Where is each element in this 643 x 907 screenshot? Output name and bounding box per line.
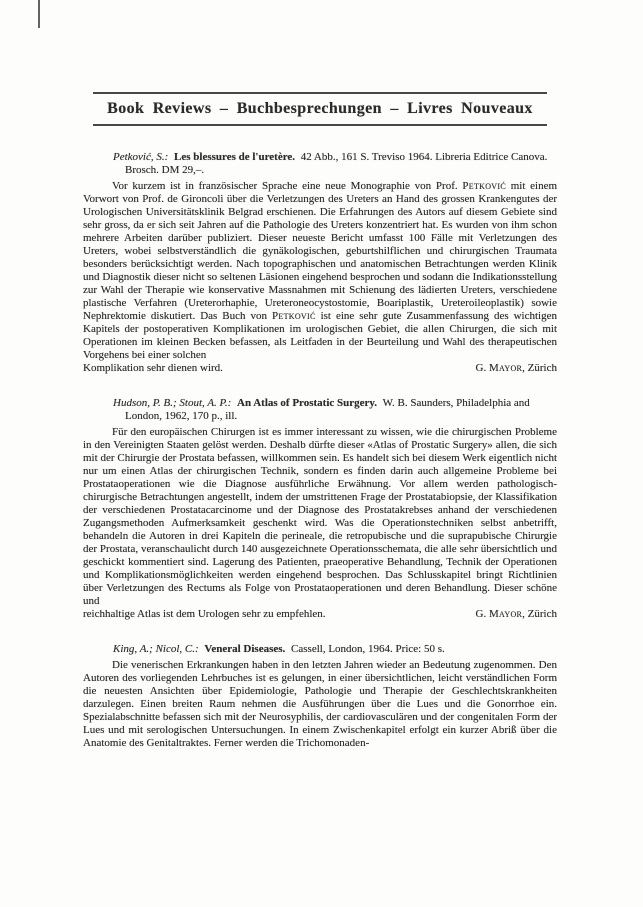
review-book-title: An Atlas of Prostatic Surgery.: [237, 397, 378, 409]
text-run: mit einem Vorwort von Prof. de Gironcoli über die Verletzungen des Ureters an Hand des grossen Krankengutes der Urologischen Universitätsklinik Belgrad erschienen. Die Erfahrungen des Autors auf diesem Gebiete sind sehr gross, da er sich seit Jahren auf die Pathologie des Ureters konzentriert hat. Es wurden von ihm schon mehrere Arbeiten darüber publiziert. Dieser neueste Bericht umfasst 100 Fälle mit Verletzungen des Ureters, wobei selbstverständlich die gynäkologischen, geburtshilflichen und chirurgischen Traumata besonders berücksichtigt werden. Nach topographischen und anatomischen Betrachtungen werden Klinik und Diagnostik dieser nicht so seltenen Läsionen eingehend besprochen und sodann die Indikationsstellung zur Wahl der Therapie wie konservative Massnahmen mit Schienung des lädierten Ureters, verschiedene plastische Verfahren (Ureterorhaphie, Ureteroneocystostomie, Boariplastik, Ureteroileoplastik) sowie Nephrektomie diskutiert. Das Buch von: [83, 180, 558, 322]
page-title: Book Reviews – Buchbesprechungen – Livres Nouveaux: [107, 100, 533, 117]
review-closing-row: [83, 608, 557, 621]
review-book-title: Veneral Diseases.: [204, 643, 286, 655]
text-run: , Zürich: [522, 608, 557, 620]
text-run: G.: [475, 362, 489, 374]
reviewer-signature: [476, 608, 558, 621]
smallcaps-name: Mayor: [488, 608, 523, 620]
text-run: , Zürich: [522, 362, 557, 374]
text-run: Vor kurzem ist in französischer Sprache eine neue Monographie von Prof.: [112, 180, 463, 192]
review-body-text: [83, 659, 557, 750]
smallcaps-name: Petković: [271, 310, 316, 322]
text-run: G.: [475, 608, 489, 620]
scan-edge-artifact: [38, 0, 40, 28]
text-run: Die venerischen Erkrankungen haben in den letzten Jahren wieder an Bedeutung zugenommen. Den Autoren des vorliegenden Lehrbuches ist es gelungen, in einer übersichtlichen, leicht verständlichen Form die neuesten Ansichten über Epidemiologie, Pathologie und Therapie der Geschlechtskrankheiten darzulegen. Einen breiten Raum nehmen die Ausführungen über die Lues und die Gonorrhoe ein. Spezialabschnitte befassen sich mit der Neurosyphilis, der cardiovasculären und der congenitalen Form der Lues und mit serologischen Untersuchungen. In einem Zwischenkapitel erfolgt ein kurzer Abriß über die Anatomie des Genitaltraktes. Ferner werden die Trichomonaden-: [83, 659, 557, 749]
review-publication-details: Cassell, London, 1964. Price: 50 s.: [291, 643, 445, 655]
book-review-3: [83, 643, 557, 750]
text-run: ist eine sehr gute Zusammenfassung des wichtigen Kapitels der postoperativen Komplikationen im urologischen Gebiet, die allen Chirurgen, die sich mit Operationen im kleinen Becken befassen, als Leitfaden in der Beurteilung und Wahl des therapeutischen Vorgehens bei einer solchen: [83, 310, 557, 361]
reviewer-signature: [476, 362, 558, 375]
review-closing-line: Komplikation sehr dienen wird.: [83, 362, 223, 374]
review-body-text: [83, 426, 557, 608]
review-citation: [83, 151, 557, 177]
review-closing-row: [83, 362, 557, 375]
book-review-1: [83, 151, 557, 375]
smallcaps-name: Mayor: [488, 362, 523, 374]
review-authors: Hudson, P. B.; Stout, A. P.:: [113, 397, 232, 409]
review-publication-details: 42 Abb., 161 S. Treviso 1964. Libreria Editrice Canova. Brosch. DM 29,–.: [125, 151, 548, 176]
review-citation: [83, 397, 557, 423]
book-review-2: [83, 397, 557, 621]
review-book-title: Les blessures de l'uretère.: [174, 151, 296, 163]
page-content-column: [83, 0, 557, 750]
review-authors: Petković, S.:: [113, 151, 169, 163]
review-authors: King, A.; Nicol, C.:: [113, 643, 199, 655]
review-citation: [83, 643, 557, 656]
section-header: [93, 92, 547, 126]
text-run: Für den europäischen Chirurgen ist es immer interessant zu wissen, wie die chirurgischen Probleme in den Vereinigten Staaten gelöst werden. Deshalb dürfte dieser «Atlas of Prostatic Surgery» allen, die sich mit der Chirurgie der Prostata befassen, willkommen sein. Es handelt sich bei diesem Werk eigentlich nicht nur um einen Atlas der chirurgischen Technik, sondern es finden darin auch allgemeine Probleme bei Prostataoperationen wie die Diagnose ausführliche Erwähnung. Vor allem werden pathologisch-chirurgische Betrachtungen angestellt, indem der umstrittenen Frage der Prostatabiopsie, der Klassifikation der verschiedenen Prostatacarcinome und der Diagnose des Prostatakrebses anhand der verschiedenen Zugangsmethoden Aufmerksamkeit geschenkt wird. Was die Operationstechniken selbst anbetrifft, behandeln die Autoren in drei Kapiteln die perineale, die retropubische und die suprapubische Chirurgie der Prostata, veranschaulicht durch 140 ausgezeichnete Operationsschemata, die alle sehr übersichtlich und geschickt kommentiert sind. Lagerung des Patienten, praeoperative Behandlung, Technik der Operationen und Komplikationsmöglichkeiten werden eingehend besprochen. Das Schlusskapitel bringt Richtlinien über Verletzungen des Rectums als Folge von Prostataoperationen und deren Behandlung. Dieser schöne und: [83, 426, 557, 607]
smallcaps-name: Petković: [462, 180, 506, 192]
review-closing-line: reichhaltige Atlas ist dem Urologen sehr zu empfehlen.: [83, 608, 326, 620]
review-body-text: [83, 180, 557, 362]
review-publication-details: W. B. Saunders, Philadelphia and London, 1962, 170 p., ill.: [125, 397, 530, 422]
